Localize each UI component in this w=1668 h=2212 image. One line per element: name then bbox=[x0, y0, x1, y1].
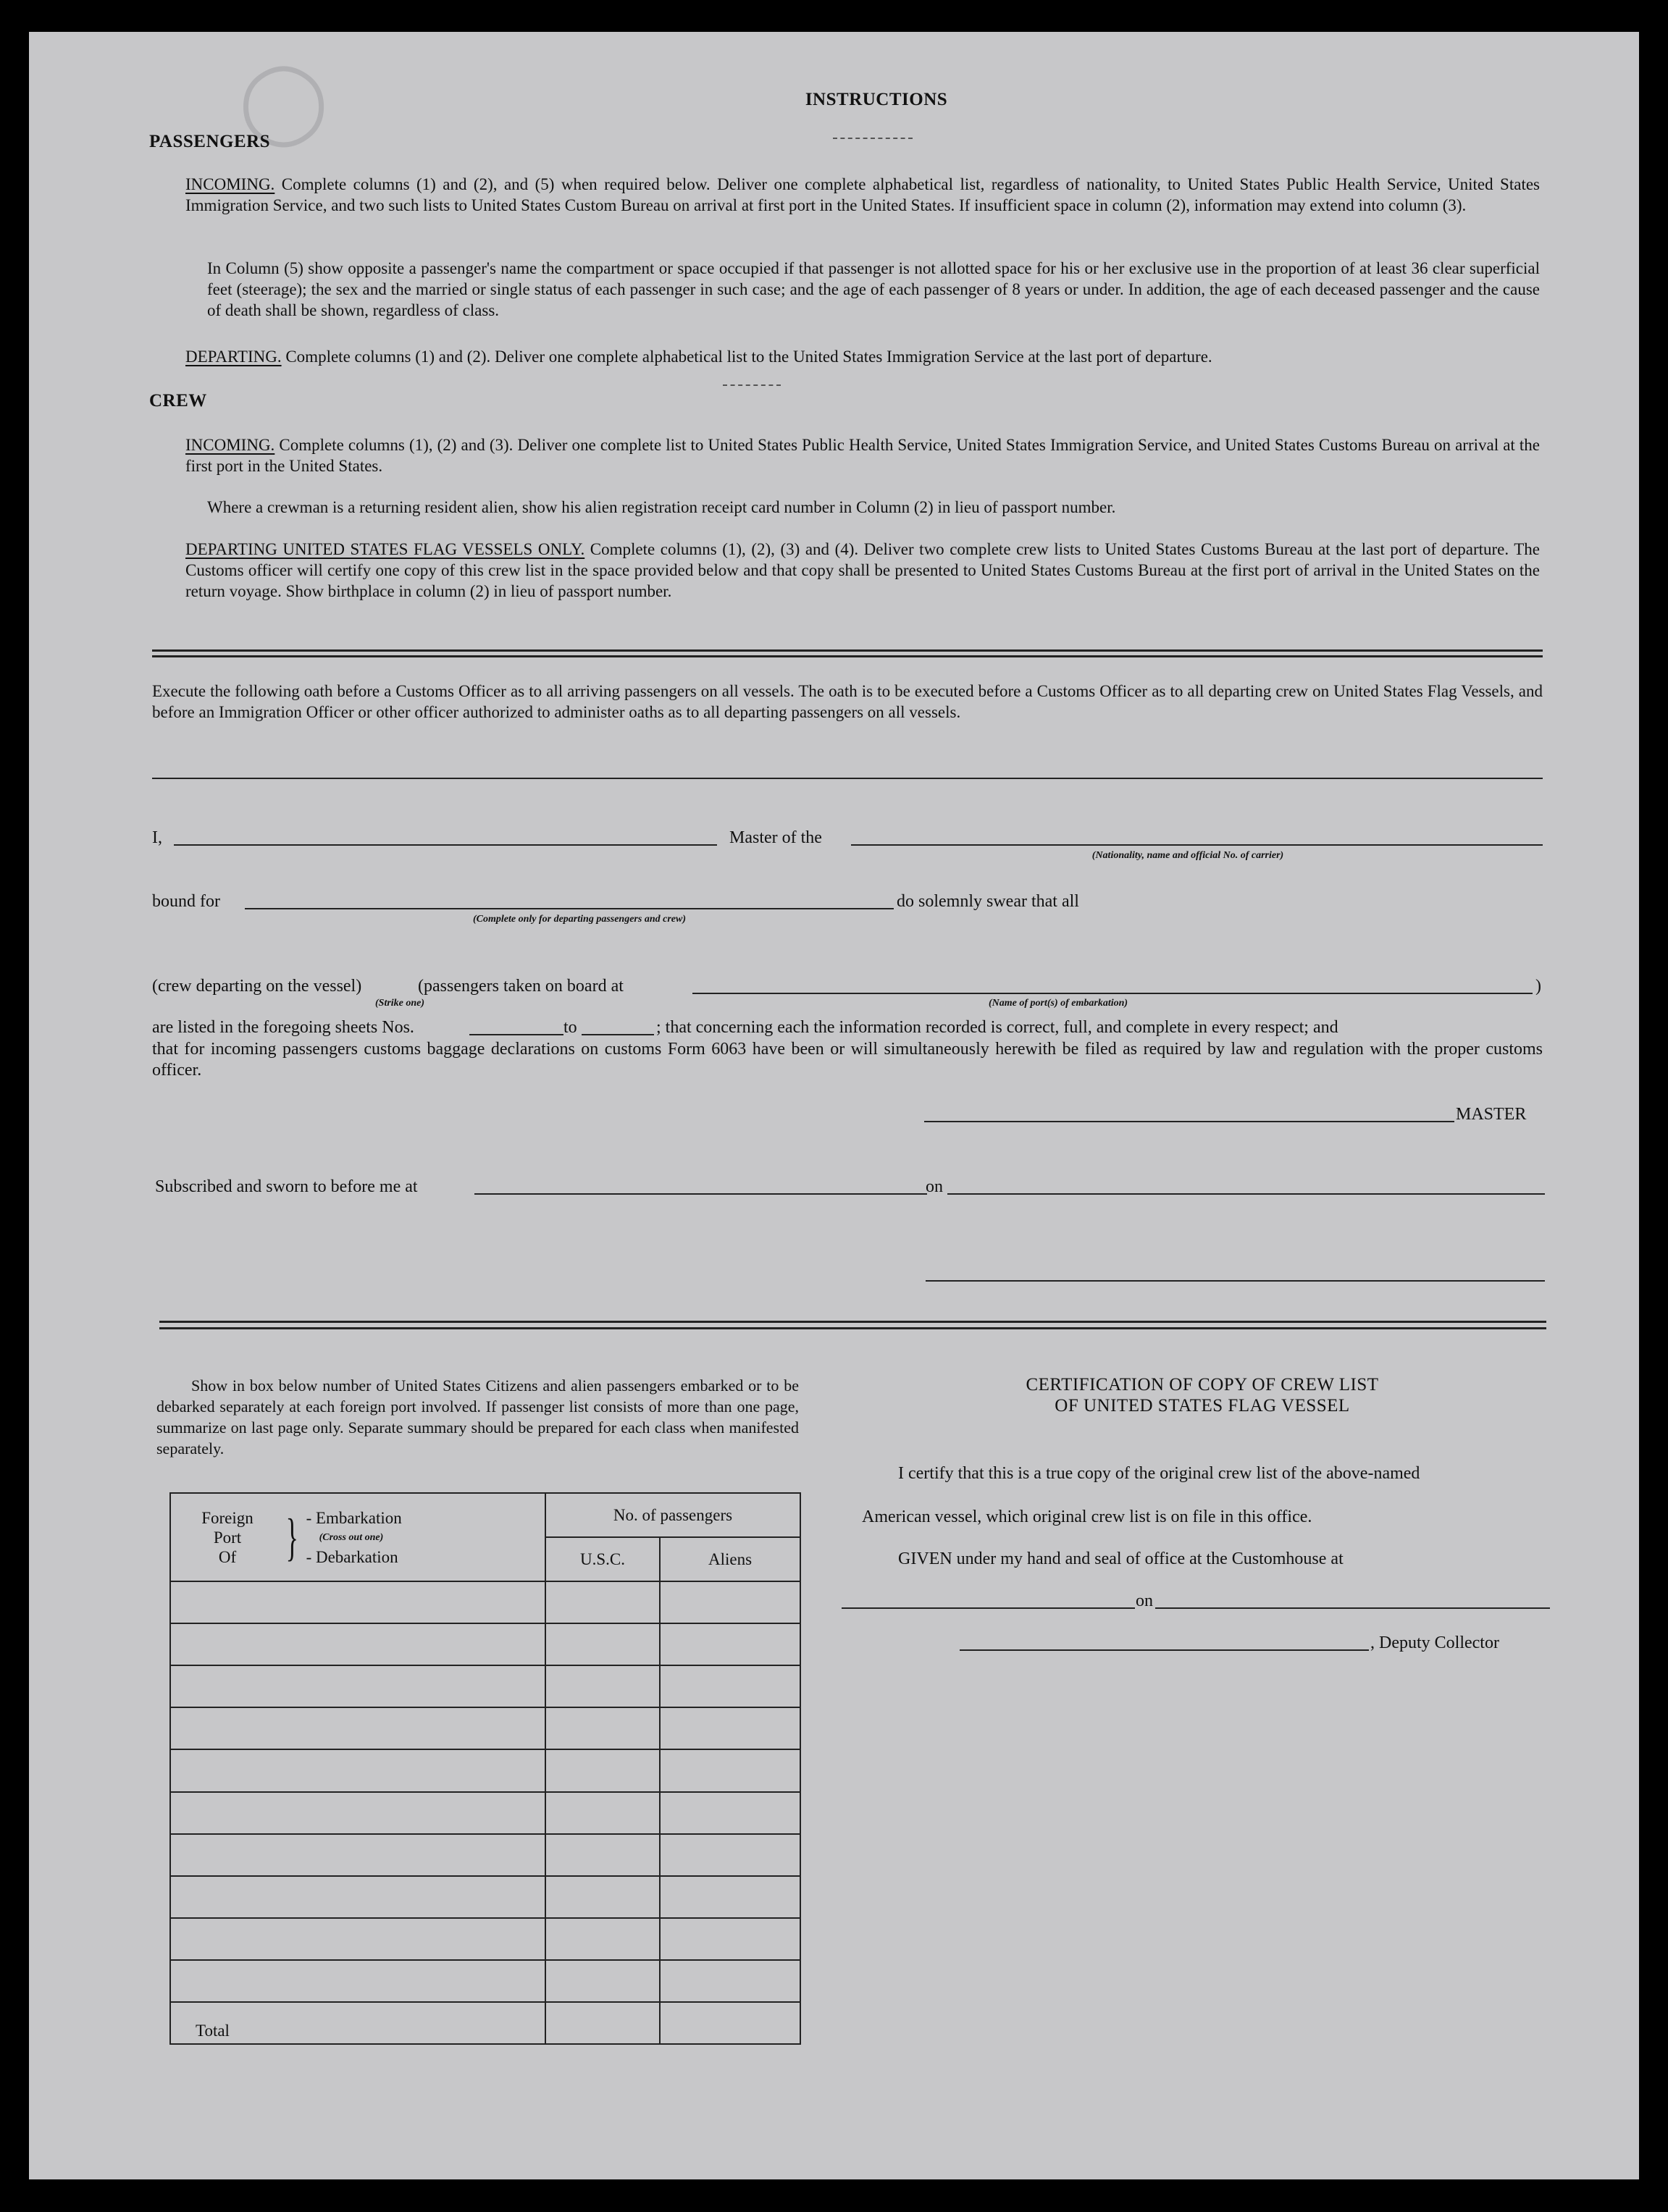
crew-incoming-paragraph bbox=[185, 434, 1540, 476]
master-label: MASTER bbox=[1456, 1105, 1527, 1124]
certification-line-3: GIVEN under my hand and seal of office at the Customhouse at bbox=[898, 1549, 1344, 1568]
listed-text-2: that for incoming passengers customs baggage declarations on customs Form 6063 have been or will simultaneously herewith be filed as required by law and regulation with the proper customs officer. bbox=[152, 1040, 1543, 1080]
aliens-cell[interactable] bbox=[660, 1707, 800, 1749]
aliens-cell[interactable] bbox=[660, 1749, 800, 1791]
double-rule-bottom bbox=[159, 1321, 1546, 1323]
departing-label: DEPARTING. bbox=[185, 348, 282, 366]
usc-header: U.S.C. bbox=[545, 1537, 660, 1581]
certification-date-field[interactable] bbox=[1155, 1607, 1550, 1609]
usc-cell[interactable] bbox=[545, 1834, 660, 1876]
customhouse-field[interactable] bbox=[842, 1607, 1135, 1609]
aliens-cell[interactable] bbox=[660, 1581, 800, 1623]
usc-cell[interactable] bbox=[545, 1792, 660, 1834]
deputy-signature-field[interactable] bbox=[960, 1649, 1369, 1651]
flag-vessels-paragraph bbox=[185, 539, 1540, 602]
port-cell[interactable] bbox=[170, 1581, 545, 1623]
crew-separator bbox=[723, 384, 781, 386]
table-row bbox=[170, 1623, 800, 1665]
port-cell[interactable] bbox=[170, 1876, 545, 1918]
port-cell[interactable] bbox=[170, 1623, 545, 1665]
faint-stamp-mark: ◯ bbox=[239, 56, 329, 145]
usc-cell[interactable] bbox=[545, 1876, 660, 1918]
table-row bbox=[170, 1665, 800, 1707]
column5-paragraph: In Column (5) show opposite a passenger's name the compartment or space occupied if that passenger is not allotted space for his or her exclusive use in the proportion of at least 36 clear superficial feet (steerage); the sex and the married or single status of each passenger in such case; and the age of each passenger of 8 years or under. In addition, the age of each deceased passenger and the cause of death shall be shown, regardless of class. bbox=[207, 259, 1540, 319]
double-rule-bottom-2 bbox=[159, 1327, 1546, 1329]
port-cell[interactable] bbox=[170, 1918, 545, 1960]
oath-intro: Execute the following oath before a Customs Officer as to all arriving passengers on all vessels. The oath is to be executed before a Customs Officer as to all departing crew on United States Flag Vessels, and before an Immigration Officer or other officer authorized to administer oaths as to all departing passengers on all vessels. bbox=[152, 682, 1543, 721]
table-row bbox=[170, 1834, 800, 1876]
to-label: to bbox=[563, 1018, 577, 1037]
crew-departing-label: (crew departing on the vessel) bbox=[152, 977, 362, 996]
sworn-on-label: on bbox=[926, 1177, 943, 1196]
bound-for-caption: (Complete only for departing passengers and crew) bbox=[473, 914, 686, 925]
passengers-departing-paragraph bbox=[185, 346, 1540, 367]
bound-for-field[interactable] bbox=[245, 908, 894, 909]
summary-text: Show in box below number of United States Citizens and alien passengers embarked or to be debarked separately at each foreign port involved. If passenger list consists of more than one page, summarize on last page only. Separate summary should be prepared for each class when manifested separately. bbox=[156, 1376, 799, 1458]
certification-title-2: OF UNITED STATES FLAG VESSEL bbox=[1055, 1396, 1350, 1416]
aliens-cell[interactable] bbox=[660, 1665, 800, 1707]
aliens-cell[interactable] bbox=[660, 1623, 800, 1665]
port-cell[interactable] bbox=[170, 1665, 545, 1707]
col-port: Port bbox=[213, 1528, 242, 1547]
usc-cell[interactable] bbox=[545, 1960, 660, 2002]
instructions-title: INSTRUCTIONS bbox=[805, 90, 948, 109]
aliens-header: Aliens bbox=[660, 1537, 800, 1581]
crew-heading: CREW bbox=[149, 391, 207, 411]
ports-caption: (Name of port(s) of embarkation) bbox=[989, 998, 1128, 1009]
port-cell[interactable] bbox=[170, 1834, 545, 1876]
aliens-cell[interactable] bbox=[660, 1876, 800, 1918]
table-row bbox=[170, 1960, 800, 2002]
i-label: I, bbox=[152, 828, 162, 847]
passengers-taken-label: (passengers taken on board at bbox=[418, 977, 624, 996]
aliens-cell[interactable] bbox=[660, 1792, 800, 1834]
crewman-paragraph: Where a crewman is a returning resident alien, show his alien registration receipt card number in Column (2) in lieu of passport number. bbox=[207, 498, 1116, 516]
oath-rule bbox=[152, 778, 1543, 779]
table-row bbox=[170, 1876, 800, 1918]
no-passengers-header: No. of passengers bbox=[545, 1493, 800, 1537]
usc-cell[interactable] bbox=[545, 1581, 660, 1623]
incoming-text: Complete columns (1) and (2), and (5) when required below. Deliver one complete alphabetical list, regardless of nationality, to United States Public Health Service, United States Immigration Service, and two such lists to United States Custom Bureau on arrival at first port in the United States. If insufficient space in column (2), information may extend into column (3). bbox=[185, 175, 1541, 214]
listed-suffix: ; that concerning each the information recorded is correct, full, and complete in every respect; and bbox=[656, 1018, 1338, 1037]
table-row bbox=[170, 1792, 800, 1834]
usc-cell[interactable] bbox=[545, 1665, 660, 1707]
usc-cell[interactable] bbox=[545, 1707, 660, 1749]
crew-incoming-text: Complete columns (1), (2) and (3). Deliver one complete list to United States Public Health Service, United States Immigration Service, and United States Customs Bureau on arrival at the first port in the United States. bbox=[185, 436, 1540, 475]
bound-for-label: bound for bbox=[152, 892, 220, 911]
swear-label: do solemnly swear that all bbox=[897, 892, 1079, 911]
table-row bbox=[170, 1918, 800, 1960]
port-cell[interactable] bbox=[170, 1960, 545, 2002]
crew-incoming-label: INCOMING. bbox=[185, 436, 275, 454]
departing-text: Complete columns (1) and (2). Deliver one complete alphabetical list to the United States Immigration Service at the last port of departure. bbox=[285, 348, 1212, 366]
passenger-summary-table bbox=[169, 1492, 801, 2045]
sworn-date-field[interactable] bbox=[947, 1193, 1545, 1195]
col-embarkation: - Embarkation bbox=[306, 1508, 402, 1527]
col-foreign: Foreign bbox=[201, 1508, 253, 1527]
table-row bbox=[170, 1749, 800, 1791]
close-paren: ) bbox=[1535, 977, 1541, 996]
strike-caption: (Strike one) bbox=[375, 998, 425, 1009]
carrier-caption: (Nationality, name and official No. of carrier) bbox=[1091, 850, 1284, 861]
form-page bbox=[29, 32, 1639, 2179]
listed-prefix: are listed in the foregoing sheets Nos. bbox=[152, 1018, 414, 1037]
master-signature-field[interactable] bbox=[924, 1121, 1454, 1122]
sheet-to-field[interactable] bbox=[582, 1034, 654, 1035]
usc-cell[interactable] bbox=[545, 1749, 660, 1791]
total-aliens-cell[interactable] bbox=[660, 2002, 800, 2044]
aliens-cell[interactable] bbox=[660, 1918, 800, 1960]
subscribed-label: Subscribed and sworn to before me at bbox=[155, 1177, 418, 1196]
foreign-port-header bbox=[170, 1493, 545, 1581]
incoming-label: INCOMING. bbox=[185, 175, 275, 193]
port-cell[interactable] bbox=[170, 1707, 545, 1749]
master-name-field[interactable] bbox=[174, 844, 717, 846]
aliens-cell[interactable] bbox=[660, 1834, 800, 1876]
title-underline bbox=[833, 138, 913, 139]
usc-cell[interactable] bbox=[545, 1918, 660, 1960]
flag-vessels-text: Complete columns (1), (2), (3) and (4). Deliver two complete crew lists to United States Customs Bureau at the last port of departure. The Customs officer will certify one copy of this crew list in the space provided below and that copy shall be presented to United States Customs Bureau at the first port of arrival in the United States on the return voyage. Show birthplace in column (2) in lieu of passport number. bbox=[185, 540, 1541, 600]
col-of: Of bbox=[218, 1547, 237, 1566]
carrier-field[interactable] bbox=[851, 844, 1543, 846]
port-cell[interactable] bbox=[170, 1792, 545, 1834]
port-cell[interactable] bbox=[170, 1749, 545, 1791]
col-debarkation: - Debarkation bbox=[306, 1547, 398, 1566]
aliens-cell[interactable] bbox=[660, 1960, 800, 2002]
master-of-label: Master of the bbox=[729, 828, 822, 847]
deputy-label: , Deputy Collector bbox=[1370, 1633, 1499, 1652]
table-row bbox=[170, 1581, 800, 1623]
col-cross: (Cross out one) bbox=[319, 1531, 384, 1543]
flag-vessels-label: DEPARTING UNITED STATES FLAG VESSELS ONLY. bbox=[185, 540, 585, 558]
double-rule-top-2 bbox=[152, 655, 1543, 657]
passengers-incoming-paragraph bbox=[185, 174, 1540, 216]
double-rule-top bbox=[152, 649, 1543, 652]
certification-line-2: American vessel, which original crew list is on file in this office. bbox=[862, 1507, 1312, 1526]
table-row bbox=[170, 1707, 800, 1749]
certification-line-1: I certify that this is a true copy of the original crew list of the above-named bbox=[898, 1464, 1420, 1483]
certification-on-label: on bbox=[1136, 1591, 1153, 1610]
embarkation-ports-field[interactable] bbox=[692, 993, 1533, 994]
certification-title-1: CERTIFICATION OF COPY OF CREW LIST bbox=[1026, 1375, 1379, 1395]
total-label: Total bbox=[170, 2002, 545, 2044]
total-usc-cell[interactable] bbox=[545, 2002, 660, 2044]
usc-cell[interactable] bbox=[545, 1623, 660, 1665]
total-row bbox=[170, 2002, 800, 2044]
sheet-from-field[interactable] bbox=[469, 1034, 563, 1035]
sworn-place-field[interactable] bbox=[474, 1193, 927, 1195]
passengers-heading: PASSENGERS bbox=[149, 132, 271, 151]
officer-signature-field[interactable] bbox=[926, 1280, 1545, 1282]
brace-icon: } bbox=[285, 1508, 298, 1567]
